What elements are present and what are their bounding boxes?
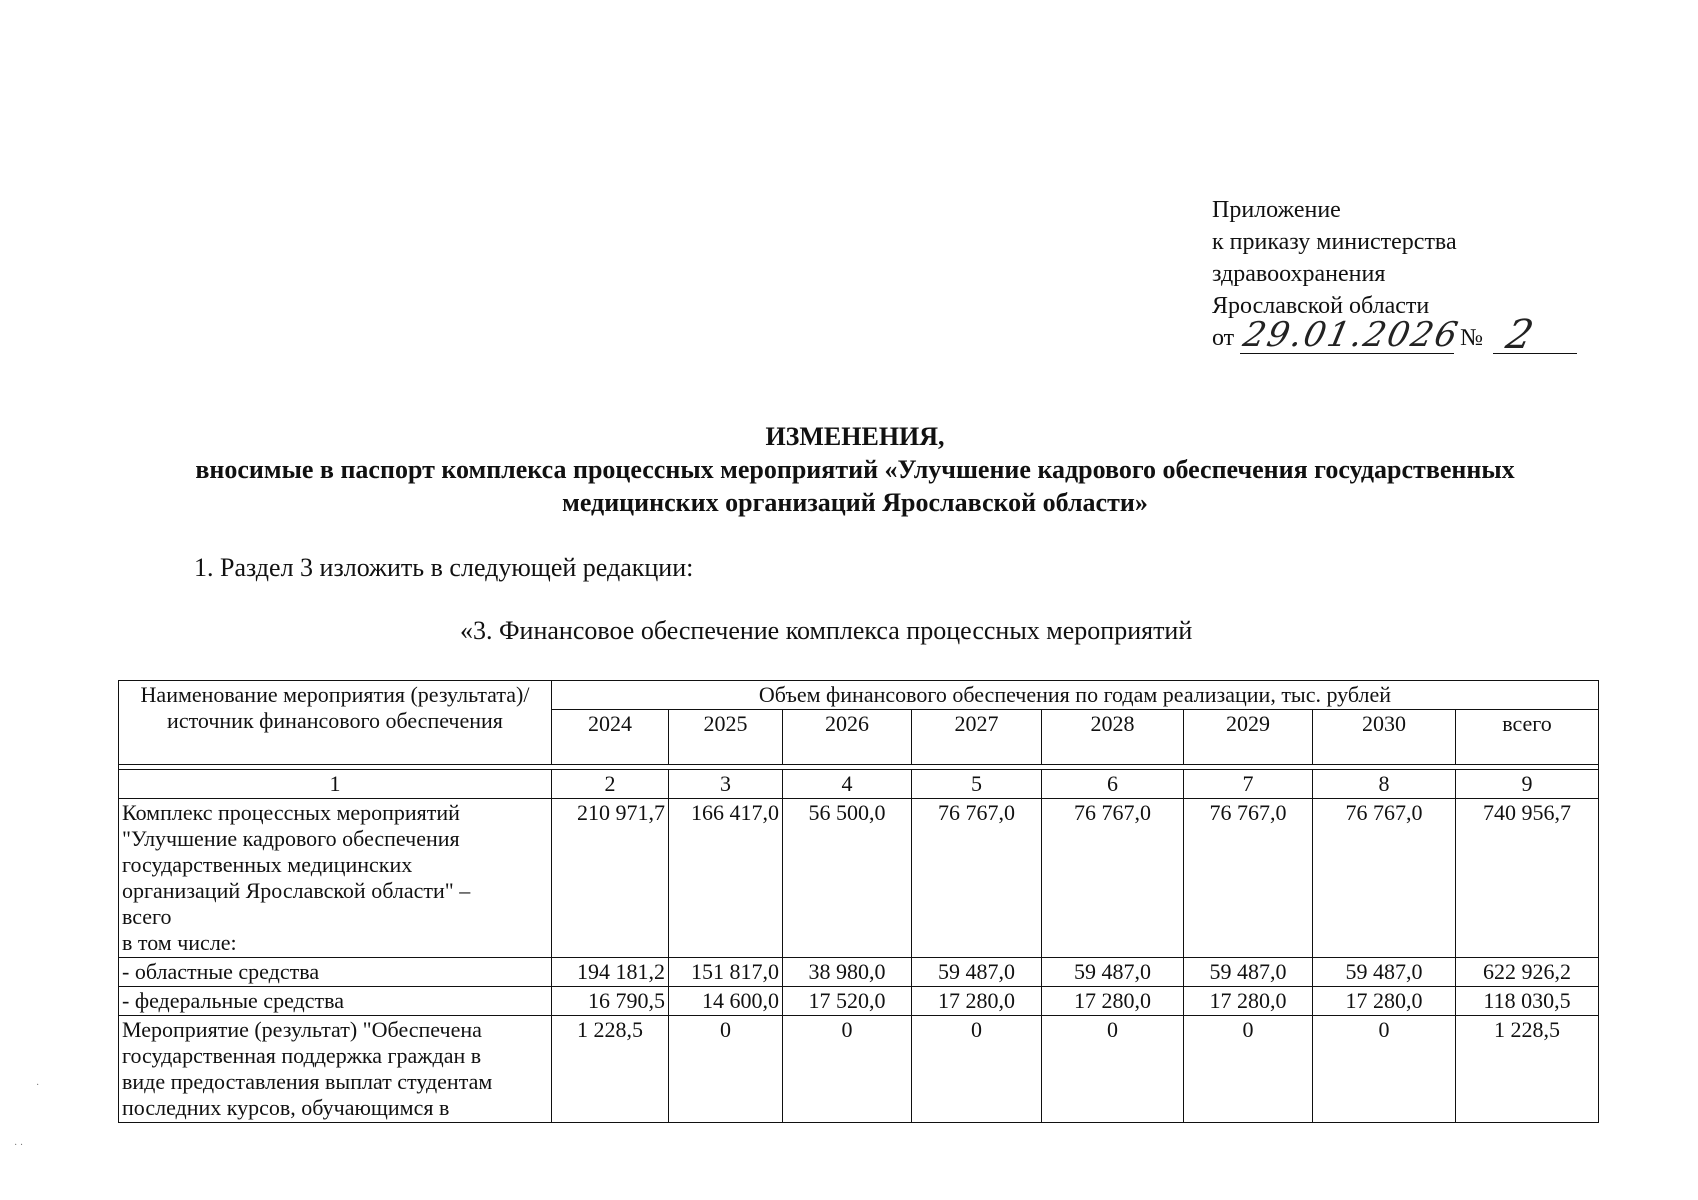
from-label: от [1212,325,1235,351]
row-name-line: Комплекс процессных мероприятий [122,800,460,825]
row-name-line: виде предоставления выплат студентам [122,1069,493,1094]
handwritten-number: 2 [1502,312,1540,358]
number-label: № [1460,325,1484,351]
column-number-row [119,770,1599,799]
value-cell: 17 280,0 [912,987,1042,1016]
value-cell: 17 520,0 [783,987,912,1016]
section-title: «3. Финансовое обеспечение комплекса процессных мероприятий [460,616,1193,645]
row-name-line: "Улучшение кадрового обеспечения [122,826,460,851]
value-cell: 0 [912,1016,1042,1123]
row-name-line: государственная поддержка граждан в [122,1043,482,1068]
value-cell: 76 767,0 [912,799,1042,958]
value-cell: 1 228,5 [552,1016,669,1123]
row-name-line: Мероприятие (результат) "Обеспечена [122,1017,482,1042]
value-cell: 76 767,0 [1184,799,1313,958]
number-blank [1493,312,1577,358]
value-cell: 76 767,0 [1313,799,1456,958]
row-name-line: всего [122,904,172,929]
value-cell: 166 417,0 [669,799,783,958]
row-name-cell: - федеральные средства [119,987,552,1016]
value-cell: 76 767,0 [1042,799,1184,958]
value-cell: 118 030,5 [1456,987,1599,1016]
value-cell: 0 [1042,1016,1184,1123]
col-number: 1 [119,770,552,799]
document-title-line-2: вносимые в паспорт комплекса процессных мероприятий «Улучшение кадрового обеспечения государственных [195,455,1515,484]
row-name-line: организаций Ярославской области" – [122,878,471,903]
instruction-paragraph: 1. Раздел 3 изложить в следующей редакции: [194,553,694,582]
document-title-line-3: медицинских организаций Ярославской области» [562,488,1148,517]
table-row [119,1016,1599,1123]
value-cell: 151 817,0 [669,958,783,987]
header-year-2029: 2029 [1184,710,1313,765]
order-date-number-row [1212,312,1577,358]
header-volume-cell: Объем финансового обеспечения по годам реализации, тыс. рублей [552,681,1599,710]
header-total: всего [1456,710,1599,765]
value-cell: 17 280,0 [1184,987,1313,1016]
value-cell: 740 956,7 [1456,799,1599,958]
value-cell: 0 [783,1016,912,1123]
value-cell: 38 980,0 [783,958,912,987]
col-number: 6 [1042,770,1184,799]
value-cell: 0 [1313,1016,1456,1123]
value-cell: 16 790,5 [552,987,669,1016]
col-number: 9 [1456,770,1599,799]
row-name-cell: - областные средства [119,958,552,987]
table-row [119,799,1599,958]
header-year-2024: 2024 [552,710,669,765]
value-cell: 59 487,0 [1313,958,1456,987]
value-cell: 0 [669,1016,783,1123]
table-header-row-1 [119,681,1599,710]
header-year-2025: 2025 [669,710,783,765]
handwritten-date: 29.01.2026 [1239,315,1464,355]
table-row [119,987,1599,1016]
value-cell: 210 971,7 [552,799,669,958]
value-cell: 56 500,0 [783,799,912,958]
value-cell: 622 926,2 [1456,958,1599,987]
col-number: 8 [1313,770,1456,799]
col-number: 3 [669,770,783,799]
value-cell: 17 280,0 [1313,987,1456,1016]
scan-speck: · · [14,1140,24,1151]
approval-line-1: Приложение [1212,197,1341,223]
value-cell: 59 487,0 [912,958,1042,987]
row-name-line: государственных медицинских [122,852,413,877]
approval-line-3: здравоохранения [1212,261,1386,287]
financing-table [118,680,1599,1123]
value-cell: 59 487,0 [1184,958,1313,987]
row-name-cell [119,799,552,958]
value-cell: 0 [1184,1016,1313,1123]
header-name-cell: Наименование мероприятия (результата)/ источник финансового обеспечения [119,681,552,765]
header-year-2030: 2030 [1313,710,1456,765]
document-title: ИЗМЕНЕНИЯ, [765,422,945,451]
col-number: 7 [1184,770,1313,799]
header-year-2028: 2028 [1042,710,1184,765]
scan-speck: · [36,1080,40,1091]
approval-block [1212,194,1577,358]
header-year-2026: 2026 [783,710,912,765]
header-year-2027: 2027 [912,710,1042,765]
date-blank [1239,315,1464,355]
value-cell: 59 487,0 [1042,958,1184,987]
value-cell: 194 181,2 [552,958,669,987]
document-heading [120,420,1590,519]
row-name-line: в том числе: [122,930,237,955]
col-number: 2 [552,770,669,799]
row-name-line: последних курсов, обучающимся в [122,1095,450,1120]
col-number: 5 [912,770,1042,799]
table-row [119,958,1599,987]
col-number: 4 [783,770,912,799]
approval-line-2: к приказу министерства [1212,229,1457,255]
approval-line-4: Ярославской области [1212,293,1430,319]
value-cell: 1 228,5 [1456,1016,1599,1123]
value-cell: 14 600,0 [669,987,783,1016]
value-cell: 17 280,0 [1042,987,1184,1016]
row-name-cell [119,1016,552,1123]
